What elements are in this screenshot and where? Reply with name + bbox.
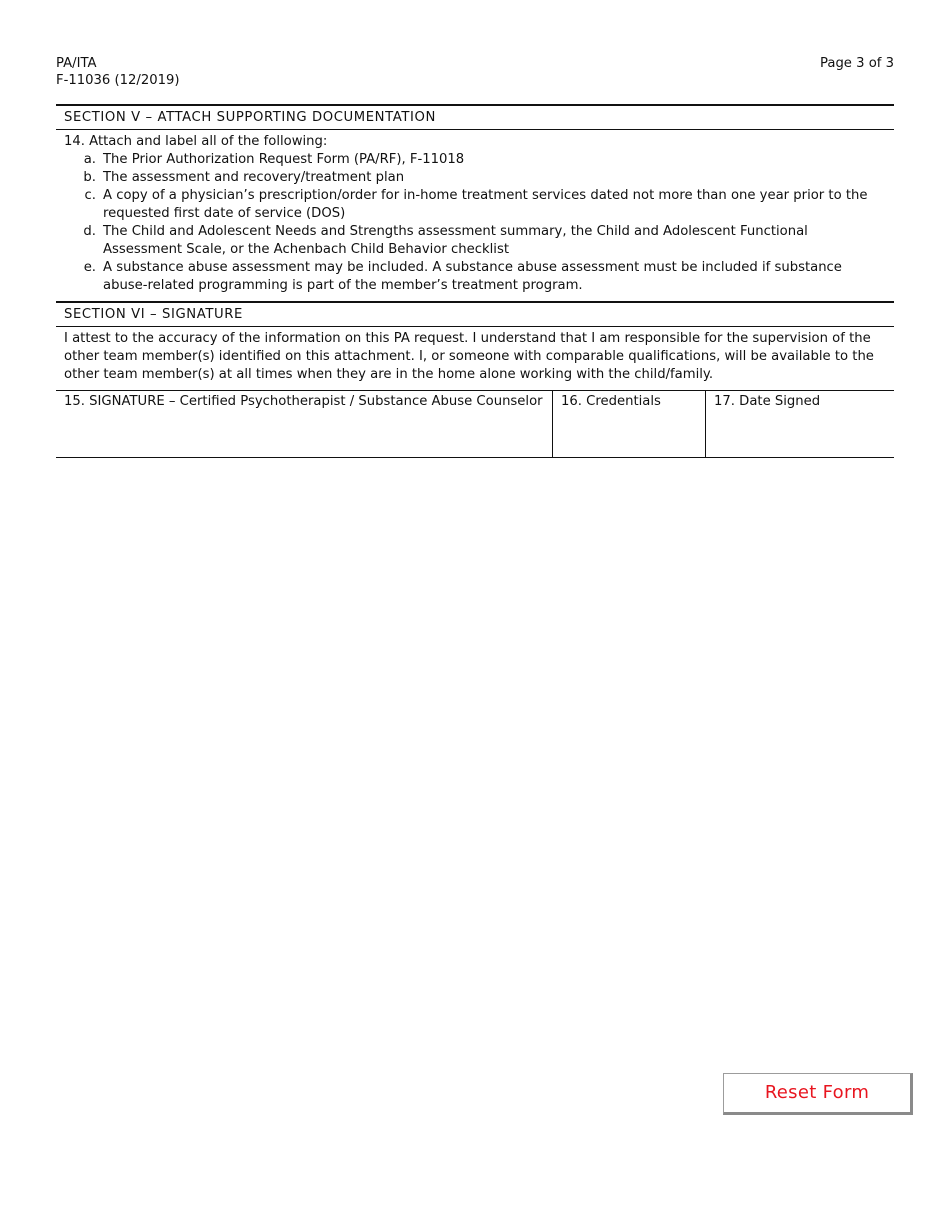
list-item-letter: a. [83, 152, 96, 167]
attestation-text: I attest to the accuracy of the information on this PA request. I understand that I am responsible for the supervision of the other team member(s) identified on this attachment. I, or someone with comparable qualifications, will be available to the other team member(s) at all times when they are in the home alone working with the child/family. [64, 331, 874, 382]
section-6-title: SECTION VI – SIGNATURE [56, 301, 894, 327]
credentials-label: 16. Credentials [561, 394, 661, 409]
list-item-letter: d. [83, 224, 96, 239]
list-item-letter: e. [83, 260, 96, 275]
reset-form-button[interactable]: Reset Form [723, 1073, 913, 1115]
list-item [64, 223, 886, 259]
signature-row [56, 390, 894, 458]
form-header-left [56, 56, 180, 89]
signature-field[interactable] [56, 391, 552, 457]
form-number: F-11036 (12/2019) [56, 72, 180, 88]
list-item-text: The Child and Adolescent Needs and Strengths assessment summary, the Child and Adolescent Functional Assessment Scale, or the Achenbach Child Behavior checklist [103, 224, 808, 257]
list-item [64, 151, 886, 169]
form-body [56, 104, 894, 458]
list-item-letter: c. [84, 188, 96, 203]
list-item-text: The assessment and recovery/treatment plan [103, 170, 405, 185]
credentials-field[interactable] [552, 391, 705, 457]
date-signed-field[interactable] [705, 391, 894, 457]
page-number: Page 3 of 3 [820, 56, 894, 71]
list-item-text: A substance abuse assessment may be included. A substance abuse assessment must be included if substance abuse-related programming is part of the member’s treatment program. [103, 260, 842, 293]
signature-label: 15. SIGNATURE – Certified Psychotherapist / Substance Abuse Counselor [64, 394, 543, 409]
date-signed-label: 17. Date Signed [714, 394, 821, 409]
section-5-body [56, 130, 894, 301]
section-5-title: SECTION V – ATTACH SUPPORTING DOCUMENTATION [56, 104, 894, 130]
list-item [64, 259, 886, 295]
list-item [64, 169, 886, 187]
list-item-text: A copy of a physician’s prescription/order for in-home treatment services dated not more than one year prior to the requested first date of service (DOS) [103, 188, 868, 221]
list-item-text: The Prior Authorization Request Form (PA/RF), F-11018 [103, 152, 465, 167]
list-item-letter: b. [83, 170, 96, 185]
attachment-list [64, 151, 886, 295]
list-item [64, 187, 886, 223]
form-code: PA/ITA [56, 56, 97, 71]
item-14-label: 14. Attach and label all of the following: [64, 134, 328, 149]
